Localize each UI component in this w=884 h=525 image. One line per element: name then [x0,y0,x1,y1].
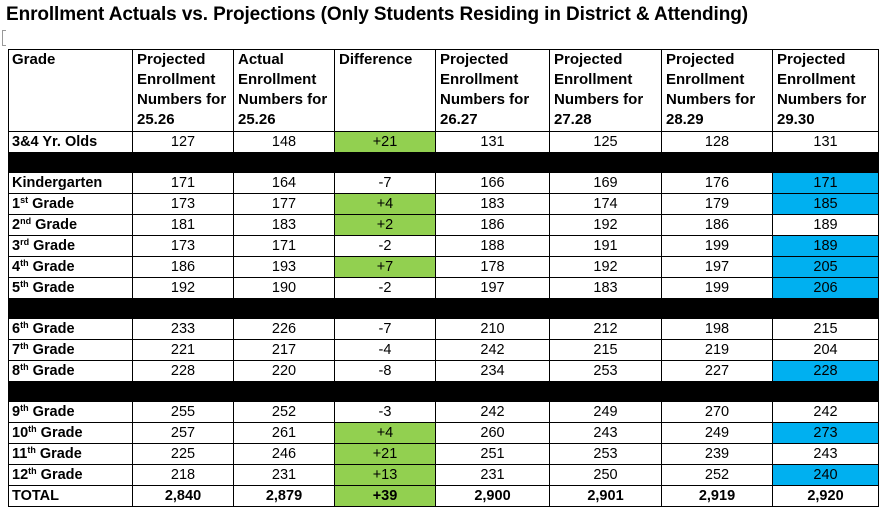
actual-25-26-cell: 252 [234,402,335,423]
difference-cell: +21 [335,444,436,465]
actual-25-26-cell: 164 [234,173,335,194]
difference-cell: -2 [335,236,436,257]
projected-28-29-cell: 197 [662,257,773,278]
header-row [9,50,879,132]
projected-29-30-cell: 228 [773,361,879,382]
grade-ordinal-suffix: th [20,403,29,413]
grade-label: 2 [12,217,21,233]
grade-label: 9 [12,404,21,420]
projected-26-27-cell: 188 [436,236,550,257]
separator-cell [234,299,335,319]
projected-29-30-cell: 205 [773,257,879,278]
projected-25-26-cell: 173 [133,236,234,257]
projected-25-26-cell: 221 [133,340,234,361]
projected-27-28-cell: 192 [550,257,662,278]
grade-ordinal-suffix: th [28,466,37,476]
header-actual-25-26: Actual Enrollment Numbers for 25.26 [234,50,335,132]
grade-ordinal-suffix: nd [20,216,32,226]
projected-27-28-cell: 249 [550,402,662,423]
separator-cell [436,382,550,402]
table-row [9,278,879,299]
projected-27-28-cell: 215 [550,340,662,361]
actual-25-26-cell: 171 [234,236,335,257]
grade-cell [9,423,133,444]
projected-26-27-cell: 166 [436,173,550,194]
grade-label: 10 [12,425,29,441]
projected-27-28-cell: 125 [550,132,662,153]
projected-29-30-cell: 171 [773,173,879,194]
table-row [9,465,879,486]
difference-cell: -4 [335,340,436,361]
table-row [9,340,879,361]
projected-27-28-cell: 183 [550,278,662,299]
projected-26-27-cell: 131 [436,132,550,153]
grade-cell [9,194,133,215]
projected-26-27-cell: 183 [436,194,550,215]
projected-26-27-cell: 242 [436,340,550,361]
grade-label: 8 [12,363,21,379]
projected-25-26-cell: 228 [133,361,234,382]
projected-29-30-cell: 189 [773,236,879,257]
projected-28-29-cell: 249 [662,423,773,444]
projected-27-28-cell: 191 [550,236,662,257]
separator-cell [335,382,436,402]
projected-25-26-cell: 173 [133,194,234,215]
projected-25-26-cell: 225 [133,444,234,465]
projected-28-29-cell: 128 [662,132,773,153]
projected-29-30-cell: 215 [773,319,879,340]
grade-label: 12 [12,467,29,483]
enrollment-table [8,49,879,507]
projected-29-30-cell: 242 [773,402,879,423]
projected-28-29-cell: 199 [662,236,773,257]
grade-ordinal-suffix: th [20,341,29,351]
grade-ordinal-suffix: st [20,195,29,205]
projected-29-30-cell: 273 [773,423,879,444]
grade-cell [9,173,133,194]
projected-28-29-cell: 199 [662,278,773,299]
actual-25-26-cell: 231 [234,465,335,486]
projected-26-27-cell: 210 [436,319,550,340]
projected-27-28-cell: 253 [550,361,662,382]
projected-26-27-cell: 2,900 [436,486,550,507]
grade-word: Grade [28,196,75,212]
projected-26-27-cell: 251 [436,444,550,465]
grade-word: Grade [36,425,83,441]
difference-cell: -8 [335,361,436,382]
grade-cell [9,132,133,153]
difference-cell: -2 [335,278,436,299]
cell-cursor-mark [2,30,6,46]
projected-29-30-cell: 189 [773,215,879,236]
separator-cell [335,299,436,319]
separator-cell [436,153,550,173]
separator-cell [550,299,662,319]
projected-25-26-cell: 257 [133,423,234,444]
separator-cell [9,382,133,402]
projected-28-29-cell: 179 [662,194,773,215]
grade-label: 1 [12,196,21,212]
header-grade: Grade [9,50,133,132]
table-row [9,361,879,382]
projected-26-27-cell: 260 [436,423,550,444]
table-row [9,236,879,257]
separator-cell [773,299,879,319]
projected-25-26-cell: 127 [133,132,234,153]
page-title: Enrollment Actuals vs. Projections (Only Students Residing in District & Attending) [6,4,748,25]
separator-cell [773,153,879,173]
grade-label: 11 [12,446,28,462]
grade-label: 7 [12,342,21,358]
projected-27-28-cell: 174 [550,194,662,215]
projected-26-27-cell: 231 [436,465,550,486]
actual-25-26-cell: 2,879 [234,486,335,507]
projected-29-30-cell: 185 [773,194,879,215]
table-row [9,132,879,153]
projected-28-29-cell: 2,919 [662,486,773,507]
grade-cell [9,319,133,340]
grade-cell [9,465,133,486]
grade-word: Grade [28,342,75,358]
difference-cell: +21 [335,132,436,153]
separator-cell [133,299,234,319]
projected-27-28-cell: 253 [550,444,662,465]
projected-25-26-cell: 192 [133,278,234,299]
separator-cell [436,299,550,319]
separator-cell [662,299,773,319]
separator-cell [133,382,234,402]
projected-29-30-cell: 2,920 [773,486,879,507]
actual-25-26-cell: 193 [234,257,335,278]
grade-ordinal-suffix: th [20,279,29,289]
projected-26-27-cell: 197 [436,278,550,299]
projected-28-29-cell: 186 [662,215,773,236]
grade-ordinal-suffix: th [20,258,29,268]
grade-label: 6 [12,321,21,337]
separator-cell [9,153,133,173]
grade-cell [9,402,133,423]
table-row [9,402,879,423]
grade-word: Grade [29,238,76,254]
projected-29-30-cell: 240 [773,465,879,486]
grade-label: 3 [12,238,21,254]
grade-word: Grade [28,280,75,296]
grade-label: 5 [12,280,21,296]
difference-cell: +7 [335,257,436,278]
section-separator [9,153,879,173]
actual-25-26-cell: 217 [234,340,335,361]
projected-26-27-cell: 234 [436,361,550,382]
difference-cell: +4 [335,423,436,444]
grade-word: Grade [28,363,75,379]
actual-25-26-cell: 220 [234,361,335,382]
projected-28-29-cell: 270 [662,402,773,423]
separator-cell [550,153,662,173]
separator-cell [773,382,879,402]
table-body [9,132,879,507]
table-row [9,215,879,236]
separator-cell [9,299,133,319]
table-row [9,194,879,215]
total-row [9,486,879,507]
projected-29-30-cell: 204 [773,340,879,361]
projected-29-30-cell: 243 [773,444,879,465]
projected-29-30-cell: 131 [773,132,879,153]
grade-ordinal-suffix: th [20,362,29,372]
table-row [9,319,879,340]
grade-cell [9,215,133,236]
projected-28-29-cell: 227 [662,361,773,382]
grade-label: 3&4 Yr. Olds [12,134,98,150]
actual-25-26-cell: 148 [234,132,335,153]
separator-cell [662,382,773,402]
header-projected-29-30: Projected Enrollment Numbers for 29.30 [773,50,879,132]
grade-ordinal-suffix: th [28,424,37,434]
header-projected-28-29: Projected Enrollment Numbers for 28.29 [662,50,773,132]
grade-cell [9,486,133,507]
separator-cell [335,153,436,173]
grade-cell [9,361,133,382]
difference-cell: -3 [335,402,436,423]
separator-cell [234,382,335,402]
section-separator [9,382,879,402]
grade-cell [9,257,133,278]
grade-cell [9,236,133,257]
actual-25-26-cell: 190 [234,278,335,299]
grade-cell [9,278,133,299]
projected-26-27-cell: 186 [436,215,550,236]
actual-25-26-cell: 183 [234,215,335,236]
projected-25-26-cell: 233 [133,319,234,340]
separator-cell [550,382,662,402]
grade-cell [9,340,133,361]
projected-27-28-cell: 212 [550,319,662,340]
grade-word: Grade [31,217,78,233]
separator-cell [662,153,773,173]
projected-27-28-cell: 192 [550,215,662,236]
header-projected-26-27: Projected Enrollment Numbers for 26.27 [436,50,550,132]
projected-29-30-cell: 206 [773,278,879,299]
grade-word: Grade [28,259,75,275]
projected-28-29-cell: 198 [662,319,773,340]
grade-word: Grade [28,321,75,337]
projected-25-26-cell: 2,840 [133,486,234,507]
projected-25-26-cell: 255 [133,402,234,423]
table-row [9,257,879,278]
actual-25-26-cell: 177 [234,194,335,215]
separator-cell [133,153,234,173]
actual-25-26-cell: 261 [234,423,335,444]
grade-word: Grade [36,467,83,483]
table-row [9,423,879,444]
projected-28-29-cell: 176 [662,173,773,194]
projected-27-28-cell: 243 [550,423,662,444]
projected-28-29-cell: 252 [662,465,773,486]
difference-cell: +4 [335,194,436,215]
projected-25-26-cell: 181 [133,215,234,236]
projected-27-28-cell: 250 [550,465,662,486]
projected-25-26-cell: 218 [133,465,234,486]
grade-ordinal-suffix: th [20,320,29,330]
projected-25-26-cell: 171 [133,173,234,194]
grade-word: Grade [28,404,75,420]
difference-cell: +13 [335,465,436,486]
projected-27-28-cell: 169 [550,173,662,194]
grade-ordinal-suffix: th [27,445,36,455]
difference-cell: -7 [335,173,436,194]
projected-25-26-cell: 186 [133,257,234,278]
projected-27-28-cell: 2,901 [550,486,662,507]
projected-26-27-cell: 178 [436,257,550,278]
difference-cell: +2 [335,215,436,236]
grade-cell [9,444,133,465]
separator-cell [234,153,335,173]
header-projected-25-26: Projected Enrollment Numbers for 25.26 [133,50,234,132]
projected-26-27-cell: 242 [436,402,550,423]
projected-28-29-cell: 239 [662,444,773,465]
grade-word: Grade [35,446,82,462]
header-difference: Difference [335,50,436,132]
table-row [9,444,879,465]
difference-cell: +39 [335,486,436,507]
grade-label: TOTAL [12,488,59,504]
grade-ordinal-suffix: rd [20,237,30,247]
actual-25-26-cell: 246 [234,444,335,465]
grade-label: Kindergarten [12,175,103,191]
actual-25-26-cell: 226 [234,319,335,340]
table-row [9,173,879,194]
grade-label: 4 [12,259,21,275]
projected-28-29-cell: 219 [662,340,773,361]
section-separator [9,299,879,319]
header-projected-27-28: Projected Enrollment Numbers for 27.28 [550,50,662,132]
difference-cell: -7 [335,319,436,340]
